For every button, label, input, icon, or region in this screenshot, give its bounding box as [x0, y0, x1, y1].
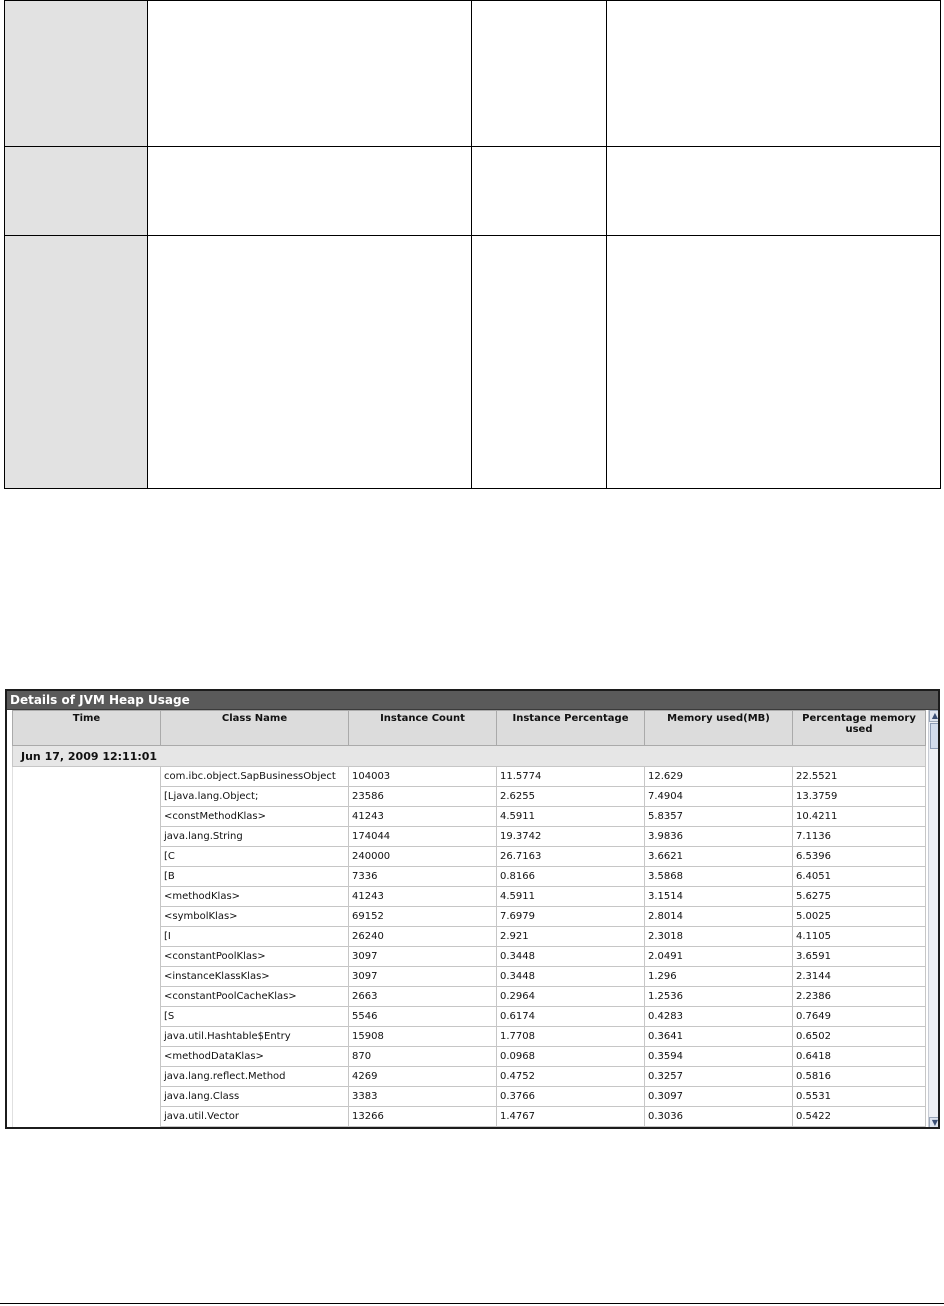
cell-percentage-memory-used: 2.2386	[793, 987, 926, 1007]
cell-instance-percentage: 1.4767	[497, 1107, 645, 1127]
cell-percentage-memory-used: 22.5521	[793, 767, 926, 787]
jvm-heap-panel	[5, 689, 940, 1129]
cell-memory-used: 12.629	[645, 767, 793, 787]
cell-time	[13, 867, 161, 887]
cell-instance-percentage: 0.6174	[497, 1007, 645, 1027]
table-row[interactable]	[13, 887, 926, 907]
chevron-up-icon[interactable]: ▲	[929, 710, 940, 722]
table-row[interactable]	[13, 1067, 926, 1087]
heap-usage-table	[12, 710, 926, 1127]
cell-class-name: java.lang.Class	[161, 1087, 349, 1107]
document-table	[4, 0, 941, 489]
cell-percentage-memory-used: 6.4051	[793, 867, 926, 887]
cell-instance-percentage: 26.7163	[497, 847, 645, 867]
cell-instance-count: 7336	[349, 867, 497, 887]
cell-time	[13, 887, 161, 907]
cell-percentage-memory-used: 0.7649	[793, 1007, 926, 1027]
cell-class-name: <constMethodKlas>	[161, 807, 349, 827]
cell-percentage-memory-used: 6.5396	[793, 847, 926, 867]
column-header-class-name[interactable]: Class Name	[161, 711, 349, 746]
doc-cell	[472, 236, 607, 489]
cell-time	[13, 847, 161, 867]
cell-class-name: com.ibc.object.SapBusinessObject	[161, 767, 349, 787]
cell-memory-used: 3.1514	[645, 887, 793, 907]
cell-percentage-memory-used: 5.6275	[793, 887, 926, 907]
cell-time	[13, 1027, 161, 1047]
cell-instance-count: 26240	[349, 927, 497, 947]
cell-instance-percentage: 19.3742	[497, 827, 645, 847]
cell-memory-used: 0.4283	[645, 1007, 793, 1027]
cell-instance-count: 5546	[349, 1007, 497, 1027]
cell-instance-percentage: 0.8166	[497, 867, 645, 887]
cell-instance-count: 41243	[349, 887, 497, 907]
cell-time	[13, 1007, 161, 1027]
cell-time	[13, 927, 161, 947]
cell-instance-percentage: 1.7708	[497, 1027, 645, 1047]
column-header-percentage-memory-used[interactable]: Percentage memory used	[793, 711, 926, 746]
cell-instance-count: 240000	[349, 847, 497, 867]
cell-percentage-memory-used: 10.4211	[793, 807, 926, 827]
table-row[interactable]	[13, 1107, 926, 1127]
cell-time	[13, 967, 161, 987]
cell-instance-count: 870	[349, 1047, 497, 1067]
table-row[interactable]	[13, 1087, 926, 1107]
table-row[interactable]	[13, 1047, 926, 1067]
column-header-instance-percentage[interactable]: Instance Percentage	[497, 711, 645, 746]
cell-class-name: <symbolKlas>	[161, 907, 349, 927]
cell-memory-used: 2.8014	[645, 907, 793, 927]
cell-instance-percentage: 0.0968	[497, 1047, 645, 1067]
chevron-down-icon[interactable]: ▼	[929, 1117, 940, 1129]
cell-instance-count: 69152	[349, 907, 497, 927]
table-row[interactable]	[13, 867, 926, 887]
doc-cell	[148, 147, 472, 236]
table-row[interactable]	[13, 807, 926, 827]
cell-class-name: java.lang.String	[161, 827, 349, 847]
table-row[interactable]	[13, 767, 926, 787]
column-header-instance-count[interactable]: Instance Count	[349, 711, 497, 746]
cell-class-name: <constantPoolKlas>	[161, 947, 349, 967]
cell-time	[13, 1067, 161, 1087]
table-row[interactable]	[13, 1007, 926, 1027]
cell-memory-used: 0.3594	[645, 1047, 793, 1067]
cell-time	[13, 907, 161, 927]
table-row[interactable]	[13, 967, 926, 987]
cell-memory-used: 3.6621	[645, 847, 793, 867]
table-row[interactable]	[13, 1027, 926, 1047]
cell-class-name: [Ljava.lang.Object;	[161, 787, 349, 807]
cell-class-name: [C	[161, 847, 349, 867]
cell-time	[13, 987, 161, 1007]
doc-cell	[472, 1, 607, 147]
cell-class-name: <methodKlas>	[161, 887, 349, 907]
cell-instance-percentage: 0.3448	[497, 967, 645, 987]
cell-class-name: java.util.Hashtable$Entry	[161, 1027, 349, 1047]
table-row[interactable]	[13, 907, 926, 927]
cell-instance-percentage: 0.3766	[497, 1087, 645, 1107]
cell-instance-percentage: 2.921	[497, 927, 645, 947]
cell-instance-percentage: 2.6255	[497, 787, 645, 807]
heap-grid-container[interactable]	[12, 710, 928, 1129]
cell-percentage-memory-used: 0.5422	[793, 1107, 926, 1127]
cell-percentage-memory-used: 5.0025	[793, 907, 926, 927]
cell-memory-used: 1.296	[645, 967, 793, 987]
group-row[interactable]	[13, 746, 926, 767]
cell-memory-used: 3.9836	[645, 827, 793, 847]
doc-cell	[5, 236, 148, 489]
cell-time	[13, 1087, 161, 1107]
scroll-thumb[interactable]	[930, 723, 940, 749]
cell-memory-used: 7.4904	[645, 787, 793, 807]
cell-instance-count: 41243	[349, 807, 497, 827]
cell-percentage-memory-used: 4.1105	[793, 927, 926, 947]
doc-cell	[607, 1, 941, 147]
doc-cell	[5, 147, 148, 236]
doc-cell	[148, 1, 472, 147]
cell-instance-count: 13266	[349, 1107, 497, 1127]
doc-cell	[607, 147, 941, 236]
cell-percentage-memory-used: 0.5531	[793, 1087, 926, 1107]
cell-memory-used: 2.0491	[645, 947, 793, 967]
cell-percentage-memory-used: 7.1136	[793, 827, 926, 847]
column-header-memory-used[interactable]: Memory used(MB)	[645, 711, 793, 746]
cell-instance-count: 3097	[349, 947, 497, 967]
doc-cell	[5, 1, 148, 147]
cell-time	[13, 1047, 161, 1067]
cell-class-name: [B	[161, 867, 349, 887]
cell-instance-percentage: 0.3448	[497, 947, 645, 967]
cell-instance-count: 4269	[349, 1067, 497, 1087]
panel-title: Details of JVM Heap Usage	[7, 691, 938, 710]
cell-class-name: <instanceKlassKlas>	[161, 967, 349, 987]
table-header-row	[13, 711, 926, 746]
cell-instance-count: 15908	[349, 1027, 497, 1047]
cell-class-name: [S	[161, 1007, 349, 1027]
cell-instance-count: 2663	[349, 987, 497, 1007]
cell-instance-percentage: 0.2964	[497, 987, 645, 1007]
cell-memory-used: 1.2536	[645, 987, 793, 1007]
table-row[interactable]	[13, 847, 926, 867]
cell-time	[13, 947, 161, 967]
cell-memory-used: 2.3018	[645, 927, 793, 947]
table-row[interactable]	[13, 787, 926, 807]
cell-percentage-memory-used: 3.6591	[793, 947, 926, 967]
table-row[interactable]	[13, 927, 926, 947]
cell-memory-used: 3.5868	[645, 867, 793, 887]
cell-instance-percentage: 11.5774	[497, 767, 645, 787]
cell-instance-count: 174044	[349, 827, 497, 847]
cell-class-name: [I	[161, 927, 349, 947]
cell-time	[13, 1107, 161, 1127]
table-row[interactable]	[13, 827, 926, 847]
cell-instance-percentage: 7.6979	[497, 907, 645, 927]
cell-time	[13, 807, 161, 827]
cell-instance-percentage: 0.4752	[497, 1067, 645, 1087]
cell-instance-count: 23586	[349, 787, 497, 807]
cell-memory-used: 0.3257	[645, 1067, 793, 1087]
table-row[interactable]	[13, 947, 926, 967]
doc-cell	[607, 236, 941, 489]
cell-class-name: <methodDataKlas>	[161, 1047, 349, 1067]
cell-memory-used: 0.3641	[645, 1027, 793, 1047]
cell-percentage-memory-used: 0.6418	[793, 1047, 926, 1067]
cell-memory-used: 5.8357	[645, 807, 793, 827]
column-header-time[interactable]: Time	[13, 711, 161, 746]
cell-time	[13, 767, 161, 787]
cell-percentage-memory-used: 0.6502	[793, 1027, 926, 1047]
cell-class-name: java.util.Vector	[161, 1107, 349, 1127]
cell-instance-percentage: 4.5911	[497, 807, 645, 827]
cell-instance-percentage: 4.5911	[497, 887, 645, 907]
doc-cell	[472, 147, 607, 236]
cell-percentage-memory-used: 13.3759	[793, 787, 926, 807]
cell-class-name: java.lang.reflect.Method	[161, 1067, 349, 1087]
cell-time	[13, 827, 161, 847]
cell-memory-used: 0.3036	[645, 1107, 793, 1127]
doc-cell	[148, 236, 472, 489]
vertical-scrollbar[interactable]	[928, 710, 940, 1129]
cell-instance-count: 104003	[349, 767, 497, 787]
table-row[interactable]	[13, 987, 926, 1007]
cell-instance-count: 3383	[349, 1087, 497, 1107]
cell-memory-used: 0.3097	[645, 1087, 793, 1107]
cell-class-name: <constantPoolCacheKlas>	[161, 987, 349, 1007]
cell-instance-count: 3097	[349, 967, 497, 987]
cell-time	[13, 787, 161, 807]
cell-percentage-memory-used: 2.3144	[793, 967, 926, 987]
group-time-label: Jun 17, 2009 12:11:01	[13, 746, 926, 767]
footer-rule	[0, 1303, 944, 1304]
cell-percentage-memory-used: 0.5816	[793, 1067, 926, 1087]
